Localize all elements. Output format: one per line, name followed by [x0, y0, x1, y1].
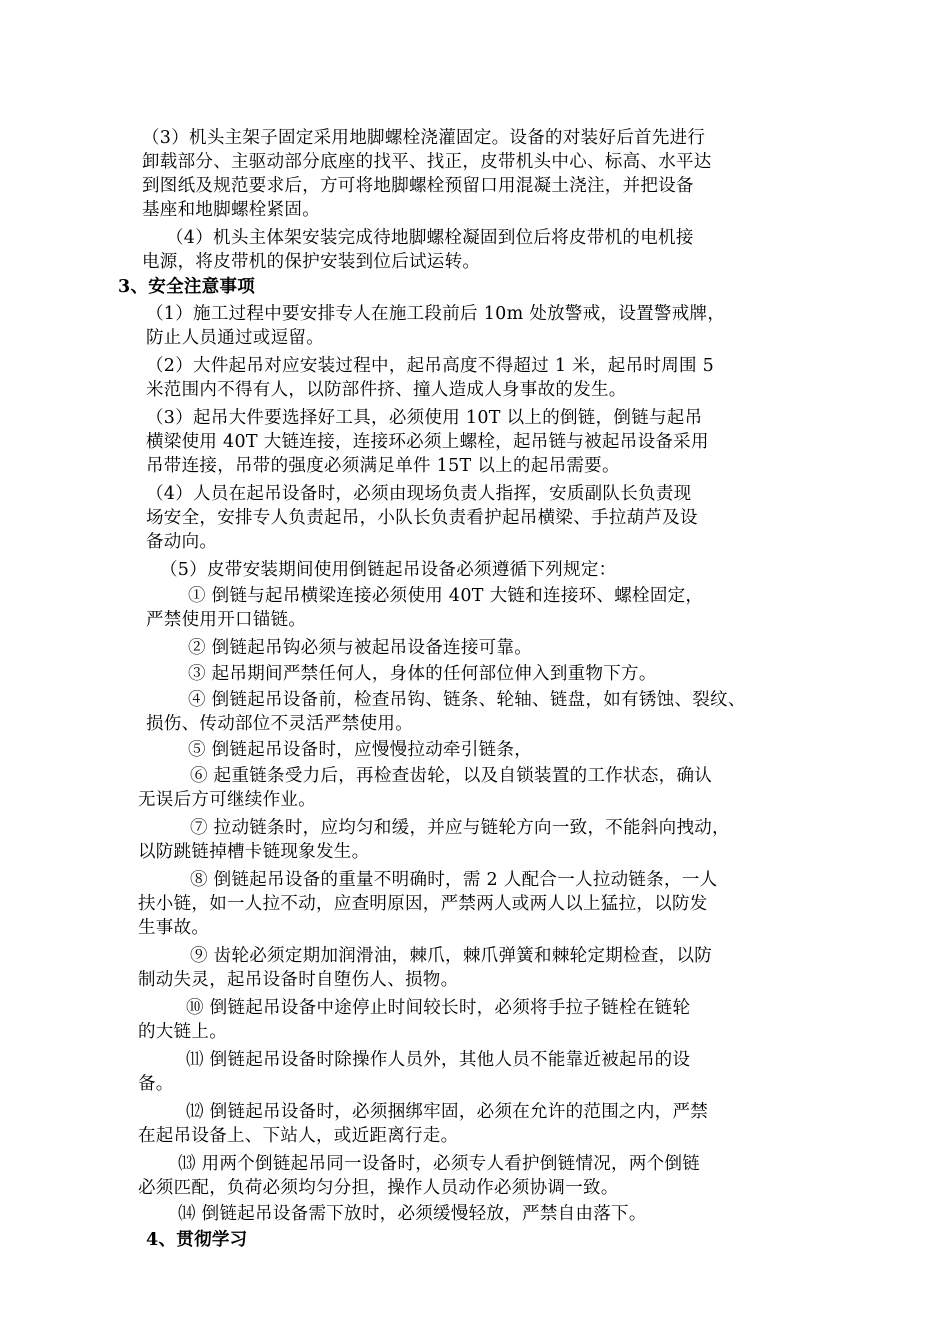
rule-3: ③ 起吊期间严禁任何人，身体的任何部位伸入到重物下方。 [188, 664, 657, 684]
paragraph-4-line-2: 电源，将皮带机的保护安装到位后试运转。 [142, 252, 481, 272]
section-heading-safety: 3、安全注意事项 [118, 277, 256, 297]
rule-4-line-2: 损伤、传动部位不灵活严禁使用。 [146, 714, 413, 734]
safety-item-3-line-3: 吊带连接，吊带的强度必须满足单件 15T 以上的起吊需要。 [146, 456, 620, 476]
rule-9-line-1: ⑨ 齿轮必须定期加润滑油，棘爪，棘爪弹簧和棘轮定期检查，以防 [190, 946, 713, 966]
rule-13-line-1: ⒀ 用两个倒链起吊同一设备时，必须专人看护倒链情况，两个倒链 [178, 1154, 701, 1174]
rule-2: ② 倒链起吊钩必须与被起吊设备连接可靠。 [188, 638, 533, 658]
paragraph-3-line-4: 基座和地脚螺栓紧固。 [142, 200, 320, 220]
rule-7-line-2: 以防跳链掉槽卡链现象发生。 [138, 842, 370, 862]
rule-6-line-2: 无误后方可继续作业。 [138, 790, 316, 810]
paragraph-4-line-1: （4）机头主体架安装完成待地脚螺栓凝固到位后将皮带机的电机接 [166, 228, 694, 248]
paragraph-3-line-2: 卸载部分、主驱动部分底座的找平、找正，皮带机头中心、标高、水平达 [142, 152, 712, 172]
rule-10-line-2: 的大链上。 [138, 1022, 227, 1042]
rule-7-line-1: ⑦ 拉动链条时，应均匀和缓，并应与链轮方向一致，不能斜向拽动， [190, 818, 730, 838]
rule-12-line-1: ⑿ 倒链起吊设备时，必须捆绑牢固，必须在允许的范围之内，严禁 [186, 1102, 709, 1122]
rule-8-line-3: 生事故。 [138, 918, 210, 938]
safety-item-3-line-2: 横梁使用 40T 大链连接，连接环必须上螺栓，起吊链与被起吊设备采用 [146, 432, 709, 452]
rule-4-line-1: ④ 倒链起吊设备前，检查吊钩、链条、轮轴、链盘，如有锈蚀、裂纹、 [188, 690, 746, 710]
rule-5: ⑤ 倒链起吊设备时，应慢慢拉动牵引链条， [188, 740, 533, 760]
safety-item-2-line-1: （2）大件起吊对应安装过程中，起吊高度不得超过 1 米，起吊时周围 5 [146, 356, 715, 376]
safety-item-4-line-3: 备动向。 [146, 532, 218, 552]
rule-12-line-2: 在起吊设备上、下站人，或近距离行走。 [138, 1126, 459, 1146]
rule-8-line-1: ⑧ 倒链起吊设备的重量不明确时，需 2 人配合一人拉动链条，一人 [190, 870, 718, 890]
paragraph-3-line-3: 到图纸及规范要求后，方可将地脚螺栓预留口用混凝土浇注，并把设备 [142, 176, 694, 196]
section-heading-study: 4、贯彻学习 [146, 1230, 248, 1250]
rule-14: ⒁ 倒链起吊设备需下放时，必须缓慢轻放，严禁自由落下。 [178, 1204, 647, 1224]
rule-9-line-2: 制动失灵，起吊设备时自堕伤人、损物。 [138, 970, 459, 990]
rule-1-line-1: ① 倒链与起吊横梁连接必须使用 40T 大链和连接环、螺栓固定， [188, 586, 704, 606]
rule-6-line-1: ⑥ 起重链条受力后，再检查齿轮，以及自锁装置的工作状态，确认 [190, 766, 713, 786]
safety-item-1-line-1: （1）施工过程中要安排专人在施工段前后 10m 处放警戒，设置警戒牌， [146, 304, 726, 324]
paragraph-3-line-1: （3）机头主架子固定采用地脚螺栓浇灌固定。设备的对装好后首先进行 [142, 128, 706, 148]
safety-item-3-line-1: （3）起吊大件要选择好工具，必须使用 10T 以上的倒链，倒链与起吊 [146, 408, 703, 428]
safety-item-4-line-2: 场安全，安排专人负责起吊，小队长负责看护起吊横梁、手拉葫芦及设 [146, 508, 698, 528]
rule-11-line-2: 备。 [138, 1074, 174, 1094]
safety-item-5-heading: （5）皮带安装期间使用倒链起吊设备必须遵循下列规定： [160, 560, 617, 580]
rule-10-line-1: ⑩ 倒链起吊设备中途停止时间较长时，必须将手拉子链栓在链轮 [186, 998, 691, 1018]
rule-1-line-2: 严禁使用开口锚链。 [146, 610, 307, 630]
rule-13-line-2: 必须匹配，负荷必须均匀分担，操作人员动作必须协调一致。 [138, 1178, 619, 1198]
rule-11-line-1: ⑾ 倒链起吊设备时除操作人员外，其他人员不能靠近被起吊的设 [186, 1050, 691, 1070]
safety-item-2-line-2: 米范围内不得有人，以防部件挤、撞人造成人身事故的发生。 [146, 380, 627, 400]
safety-item-1-line-2: 防止人员通过或逗留。 [146, 328, 324, 348]
rule-8-line-2: 扶小链，如一人拉不动，应查明原因，严禁两人或两人以上猛拉，以防发 [138, 894, 708, 914]
safety-item-4-line-1: （4）人员在起吊设备时，必须由现场负责人指挥，安质副队长负责现 [146, 484, 692, 504]
